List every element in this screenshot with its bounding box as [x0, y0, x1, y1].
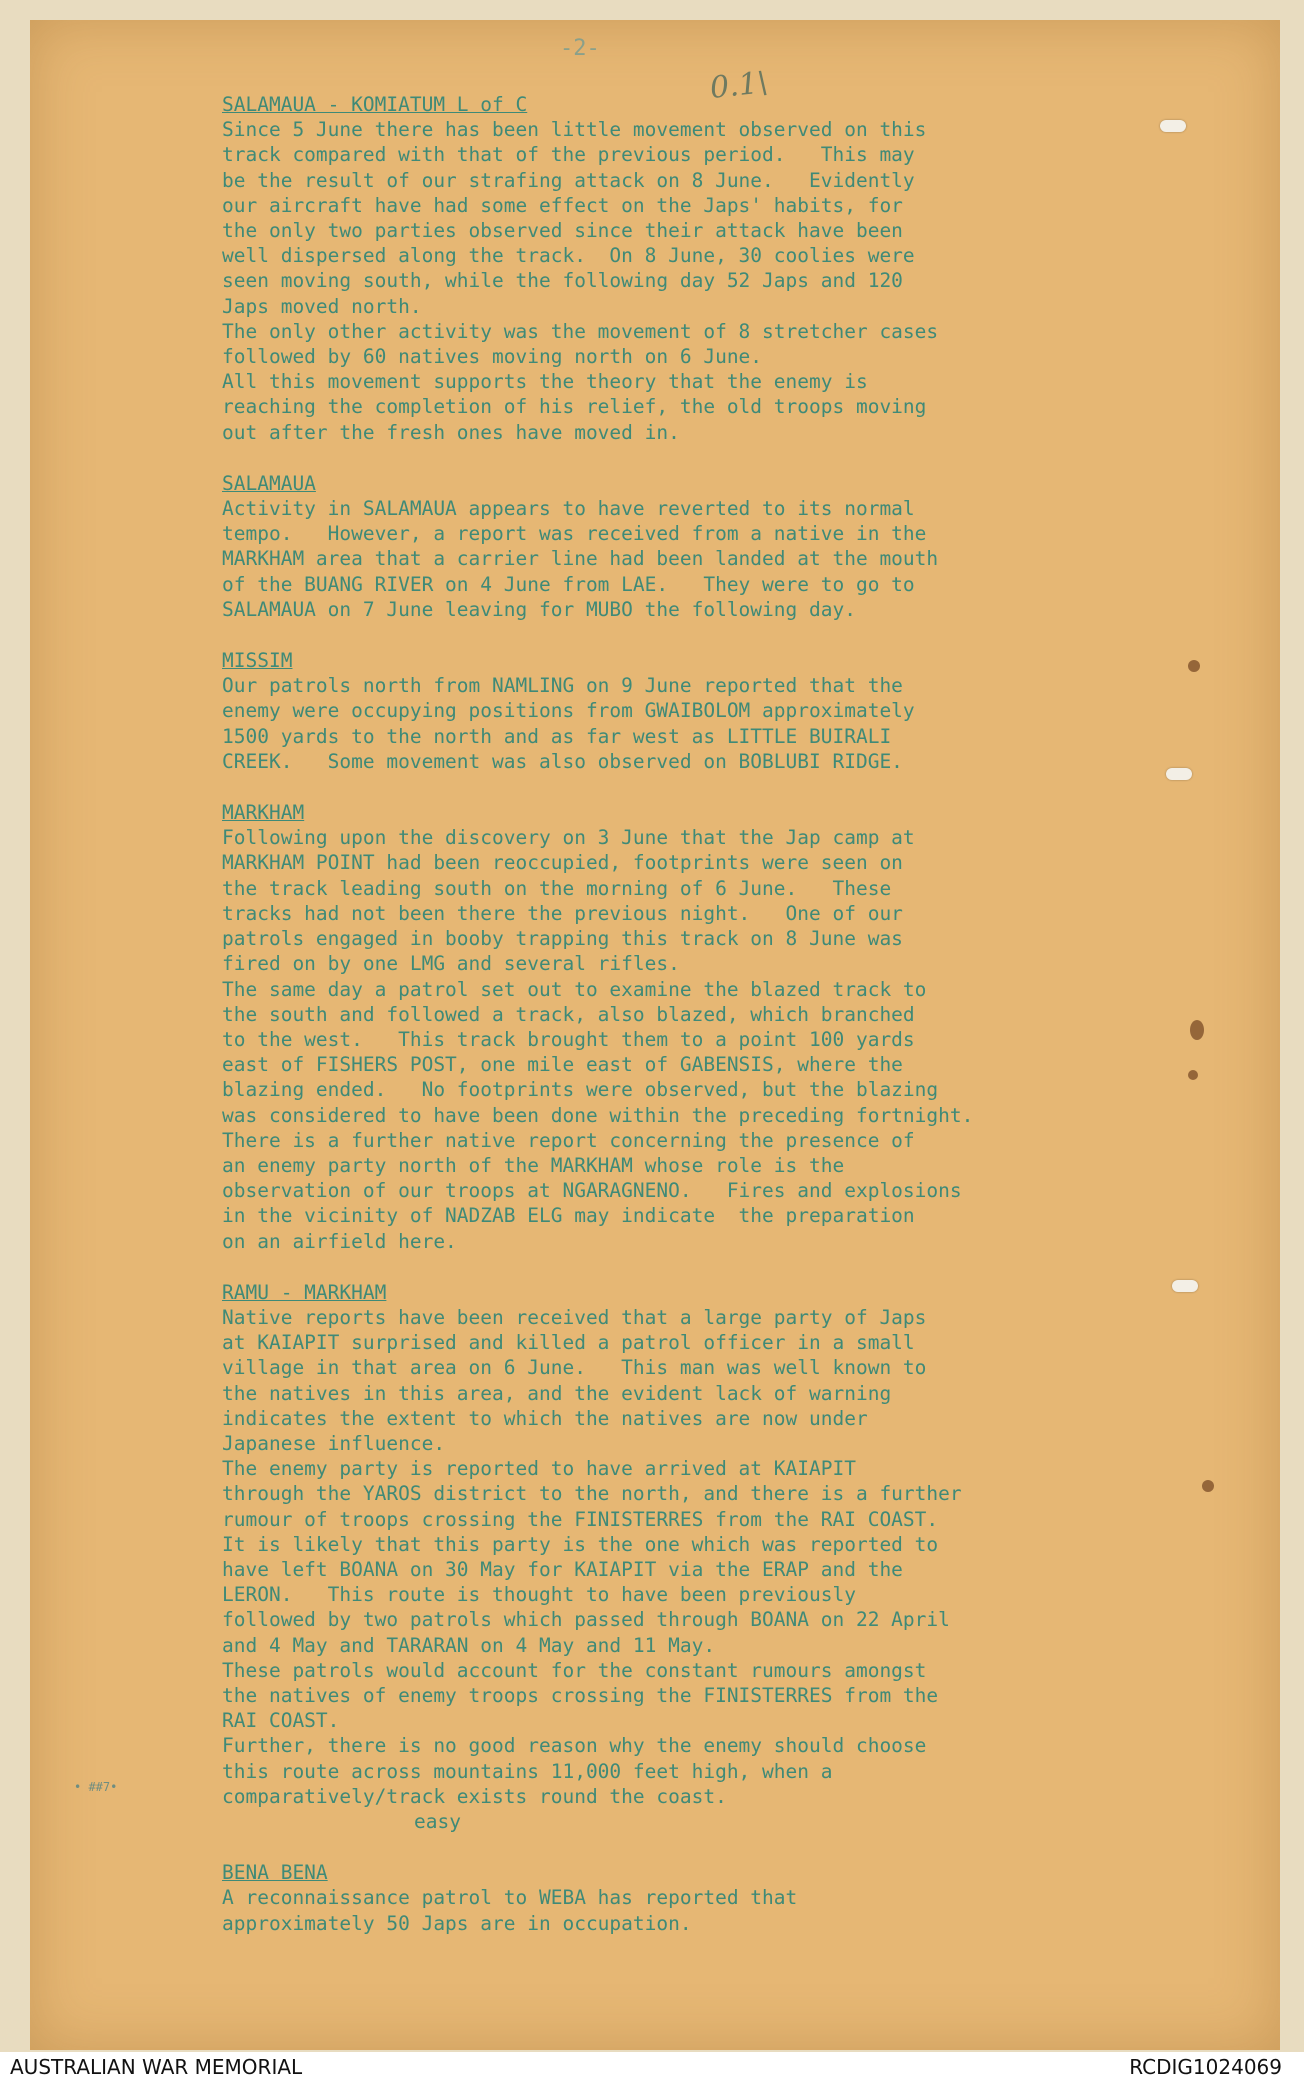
section-salamaua: [222, 471, 1242, 622]
section-bena-bena: [222, 1860, 1242, 1936]
footer-institution: AUSTRALIAN WAR MEMORIAL: [10, 2055, 303, 2079]
paragraph: The enemy party is reported to have arrived at KAIAPIT through the YAROS district to the north, and there is a further rumour of troops crossing the FINISTERRES from the RAI COAST. It is likely that this party is the one which was reported to have left BOANA on 30 May for KAIAPIT via the ERAP and the LERON. This route is thought to have been previously followed by two patrols which passed through BOANA on 22 April and 4 May and TARARAN on 4 May and 11 May.: [222, 1457, 962, 1657]
section-heading: MISSIM: [222, 649, 293, 673]
paragraph: Native reports have been received that a large party of Japs at KAIAPIT surprised and killed a patrol officer in a small village in that area on 6 June. This man was well known to the natives in this area, and the evident lack of warning indicates the extent to which the natives are now under Japanese influence.: [222, 1305, 927, 1455]
footer-record-id: RCDIG1024069: [1129, 2055, 1282, 2079]
archive-footer: [0, 2052, 1304, 2082]
paragraph: Further, there is no good reason why the enemy should choose this route across mountains 11,000 feet high, when a comparatively/track exists round the coast.: [222, 1734, 927, 1808]
paragraph: There is a further native report concerning the presence of an enemy party north of the MARKHAM whose role is the observation of our troops at NGARAGNENO. Fires and explosions in the vicinity of NADZAB ELG may indicate the preparation on an airfield here.: [222, 1128, 962, 1253]
paragraph: A reconnaissance patrol to WEBA has reported that approximately 50 Japs are in occupation.: [222, 1886, 798, 1935]
section-missim: [222, 648, 1242, 774]
section-heading: MARKHAM: [222, 801, 305, 825]
paragraph: These patrols would account for the constant rumours amongst the natives of enemy troops crossing the FINISTERRES from the RAI COAST.: [222, 1658, 939, 1733]
section-heading: RAMU - MARKHAM: [222, 1280, 387, 1304]
section-heading: SALAMAUA: [222, 471, 316, 495]
section-salamaua-komiatum: [222, 92, 1242, 445]
paragraph: All this movement supports the theory that the enemy is reaching the completion of his relief, the old troops moving out after the fresh ones have moved in.: [222, 370, 927, 444]
handwritten-mark: 0.1\: [708, 65, 770, 106]
paragraph: Activity in SALAMAUA appears to have reverted to its normal tempo. However, a report was received from a native in the MARKHAM area that a carrier line had been landed at the mouth of the BUANG RIVER on 4 June from LAE. They were to go to SALAMAUA on 7 June leaving for MUBO the following day.: [222, 497, 939, 621]
section-ramu-markham: [222, 1280, 1242, 1834]
paragraph: The same day a patrol set out to examine the blazed track to the south and followed a track, also blazed, which branched to the west. This track brought them to a point 100 yards east of FISHERS POST, one mile east of GABENSIS, where the blazing ended. No footprints were observed, but the blazing was considered to have been done within the preceding fortnight.: [222, 977, 974, 1127]
section-markham: [222, 800, 1242, 1254]
paragraph: The only other activity was the movement of 8 stretcher cases followed by 60 natives moving north on 6 June.: [222, 319, 939, 369]
section-heading: BENA BENA: [222, 1861, 328, 1885]
document-body: [222, 92, 1242, 1962]
margin-note: • ##7•: [74, 1780, 118, 1794]
section-heading: SALAMAUA - KOMIATUM L of C: [222, 93, 528, 116]
inserted-word: easy: [414, 1810, 461, 1833]
page-number: -2-: [560, 36, 600, 61]
paragraph: Since 5 June there has been little movement observed on this track compared with that of the previous period. This may be the result of our strafing attack on 8 June. Evidently our aircraft have had some effect on the Japs' habits, for the only two parties observed since their attack have been well dispersed along the track. On 8 June, 30 coolies were seen moving south, while the following day 52 Japs and 120 Japs moved north.: [222, 118, 927, 318]
paragraph: Following upon the discovery on 3 June that the Jap camp at MARKHAM POINT had been reoccupied, footprints were seen on the track leading south on the morning of 6 June. These tracks had not been there the previous night. One of our patrols engaged in booby trapping this track on 8 June was fired on by one LMG and several rifles.: [222, 826, 915, 976]
paragraph: Our patrols north from NAMLING on 9 June reported that the enemy were occupying positions from GWAIBOLOM approximately 1500 yards to the north and as far west as LITTLE BUIRALI CREEK. Some movement was also observed on BOBLUBI RIDGE.: [222, 674, 915, 773]
